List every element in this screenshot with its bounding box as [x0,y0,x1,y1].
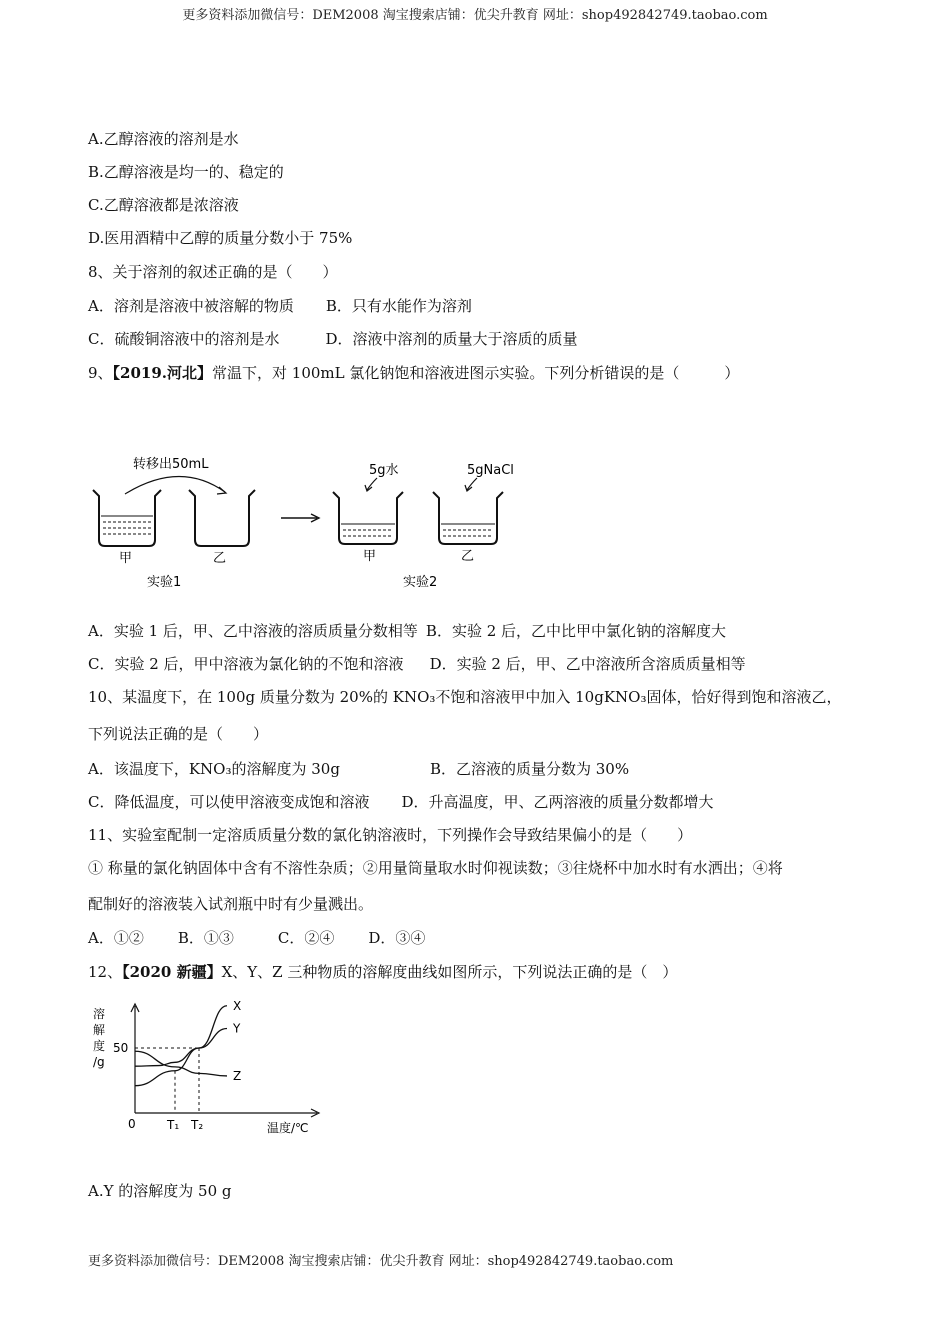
q10-options-row2 [88,791,714,812]
q9-beaker-yi-1 [189,490,255,546]
q10-stem-line2: 下列说法正确的是（ ） [88,725,269,743]
q9-label-yi-2: 乙 [461,549,475,564]
q11-option-a: A．①② [88,929,144,947]
chart-origin-label: 0 [128,1117,136,1131]
q8-option-c: C．硫酸铜溶液中的溶剂是水 [88,330,280,348]
q8-options-row1 [88,295,472,316]
q9-option-a: A．实验 1 后，甲、乙中溶液的溶质质量分数相等 [88,622,418,640]
q11-option-c: C．②④ [277,929,335,947]
q11-stem: 11、实验室配制一定溶质质量分数的氯化钠溶液时，下列操作会导致结果偏小的是（ ） [88,826,693,844]
q7-option-d: D.医用酒精中乙醇的质量分数小于 75% [88,229,353,247]
q9-water-label: 5g水 [369,463,399,478]
q10-stem-line1: 10、某温度下，在 100g 质量分数为 20%的 KNO₃不饱和溶液甲中加入 10gKNO₃固体，恰好得到饱和溶液乙， [88,688,842,706]
q9-exp2-label: 实验2 [403,575,438,590]
q8-stem: 8、关于溶剂的叙述正确的是（ ） [88,263,338,281]
q9-beaker-jia-1 [93,490,161,546]
curve-y [135,1029,227,1086]
q11-option-b: B．①③ [177,929,234,947]
chart-ylabel-char-4: /g [93,1055,105,1069]
q7-option-a: A.乙醇溶液的溶剂是水 [88,130,239,148]
curve-label-y: Y [233,1021,241,1036]
page-footer: 更多资料添加微信号：DEM2008 淘宝搜索店铺：优尖升教育 网址：shop492842749.taobao.com [88,1254,674,1269]
q10-options-row1 [88,758,629,779]
q7-option-b: B.乙醇溶液是均一的、稳定的 [88,163,284,181]
q11-detail-line2: 配制好的溶液装入试剂瓶中时有少量溅出。 [88,895,374,913]
q12-source-tag: 【2020 新疆】 [122,963,222,981]
chart-ylabel-char-1: 溶 [93,1007,106,1021]
q9-beaker-yi-2 [433,492,503,544]
q9-transfer-label: 转移出50mL [133,457,209,472]
q10-option-c: C．降低温度，可以使甲溶液变成饱和溶液 [88,793,370,811]
curve-label-z: Z [233,1068,242,1083]
q9-salt-label: 5gNaCl [467,463,514,478]
curve-z [135,1051,227,1076]
q9-option-c: C．实验 2 后，甲中溶液为氯化钠的不饱和溶液 [88,655,404,673]
x-tick-label-t1: T₁ [167,1118,180,1132]
q9-option-d: D．实验 2 后，甲、乙中溶液所含溶质质量相等 [429,655,746,673]
page-header: 更多资料添加微信号：DEM2008 淘宝搜索店铺：优尖升教育 网址：shop492842749.taobao.com [182,8,768,23]
q9-stem: 常温下，对 100mL 氯化钠饱和溶液进图示实验。下列分析错误的是（ ） [212,364,740,382]
q11-options [88,927,425,948]
q8-option-d: D．溶液中溶剂的质量大于溶质的质量 [325,330,578,348]
solubility-chart [85,998,345,1143]
chart-ylabel-char-2: 解 [93,1023,106,1037]
curve-x [135,1006,227,1066]
q8-option-b: B．只有水能作为溶剂 [325,297,472,315]
q9-options-row2 [88,653,746,674]
q12-stem-line [88,961,677,982]
q9-beaker-jia-2 [333,492,403,544]
q12-number: 12、 [88,963,123,981]
q11-option-d: D．③④ [368,929,426,947]
chart-ylabel-char-3: 度 [93,1039,106,1053]
q9-label-jia-1: 甲 [119,551,133,566]
q12-stem: X、Y、Z 三种物质的溶解度曲线如图所示，下列说法正确的是（ ） [221,963,678,981]
q9-label-jia-2: 甲 [363,549,377,564]
q10-option-b: B．乙溶液的质量分数为 30% [429,760,630,778]
q7-option-c: C.乙醇溶液都是浓溶液 [88,196,239,214]
q9-exp1-label: 实验1 [147,575,182,590]
q12-option-a: A.Y 的溶解度为 50 g [88,1182,232,1200]
x-tick-label-t2: T₂ [191,1118,204,1132]
q11-detail-line1: ① 称量的氯化钠固体中含有不溶性杂质；②用量筒量取水时仰视读数；③往烧杯中加水时有水洒出；④将 [88,859,783,877]
q9-options-row1 [88,620,726,641]
q9-option-b: B．实验 2 后，乙中比甲中氯化钠的溶解度大 [425,622,727,640]
y-tick-label-50: 50 [113,1041,129,1055]
q9-label-yi-1: 乙 [213,551,227,566]
chart-xlabel: 温度/℃ [267,1121,309,1135]
q9-transfer-arrow [125,476,225,494]
q8-options-row2 [88,328,578,349]
curve-label-x: X [233,998,242,1013]
q10-option-a: A．该温度下，KNO₃的溶解度为 30g [88,760,340,778]
q10-option-d: D．升高温度，甲、乙两溶液的质量分数都增大 [401,793,714,811]
q9-stem-line [88,362,739,383]
q9-number: 9、 [88,364,113,382]
q8-option-a: A．溶剂是溶液中被溶解的物质 [88,297,294,315]
q9-source-tag: 【2019.河北】 [112,364,213,382]
q9-experiment-figure [85,450,545,595]
